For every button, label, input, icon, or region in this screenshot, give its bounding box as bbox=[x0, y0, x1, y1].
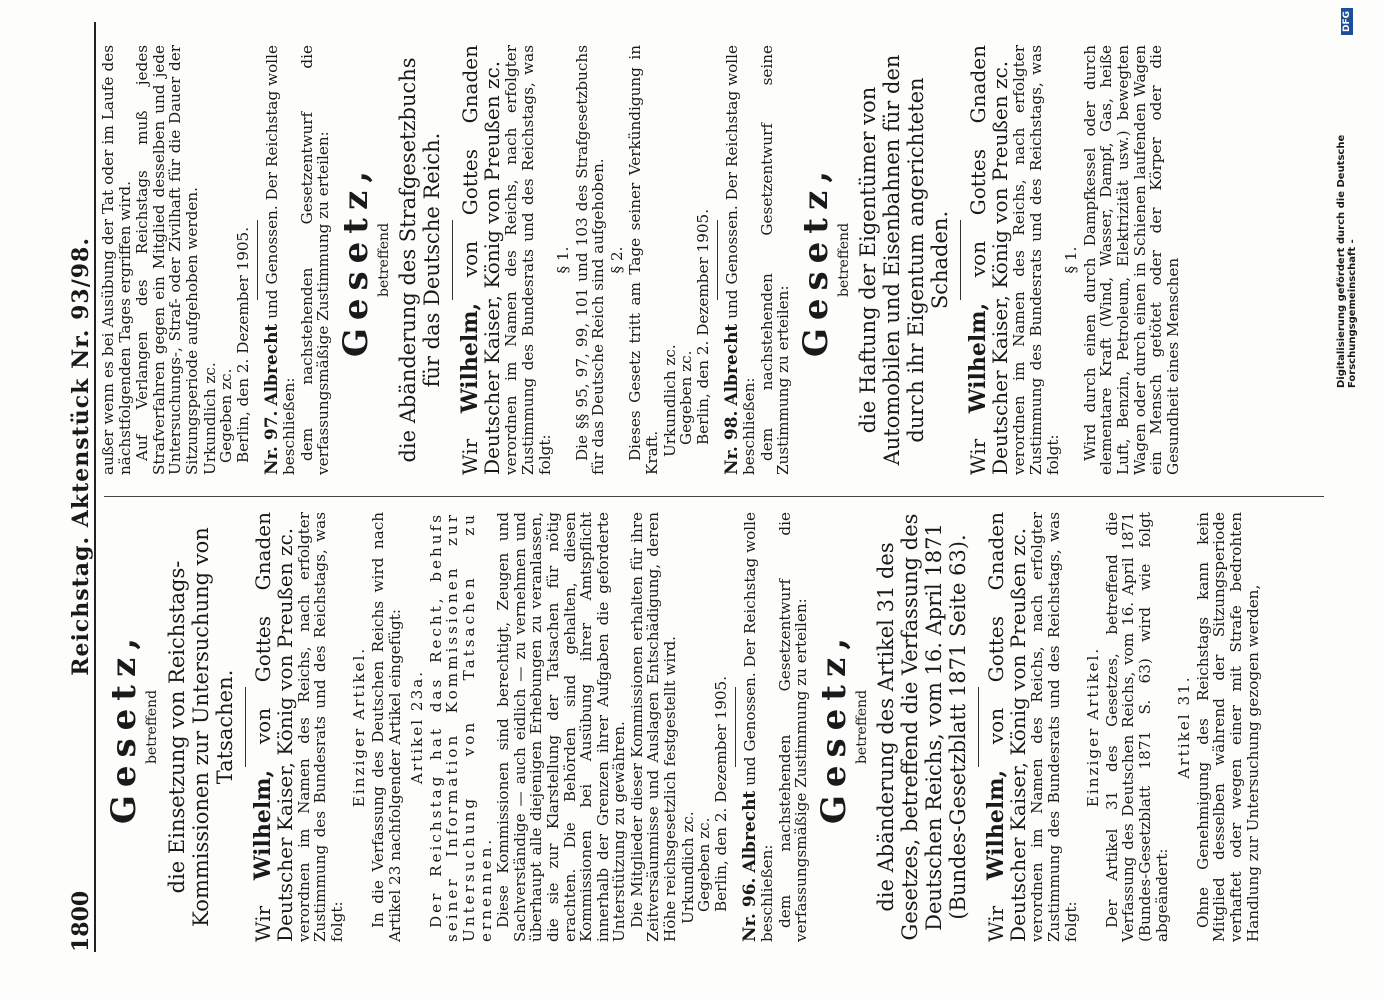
emperor-name: Wilhelm, bbox=[249, 769, 276, 881]
left-column bbox=[100, 512, 1262, 942]
motion-text: und Genossen. Der Reichstag wolle beschließen: bbox=[723, 45, 759, 475]
continued-text-2: Auf Verlangen des Reichstags muß jedes Strafverfahren gegen ein Mitglied desselben und jede Untersuchungs-, Straf- oder Zivilhaft für die Dauer der Sitzungsperiode aufgehoben werden. bbox=[133, 45, 201, 475]
date-line: Berlin, den 2. Dezember 1905. bbox=[693, 208, 712, 445]
wir-rest: von Gottes Gnaden Deutscher Kaiser, König von Preußen zc. bbox=[984, 512, 1031, 942]
motion-text-2: dem nachstehenden Gesetzentwurf seine Zustimmung zu erteilen: bbox=[757, 45, 793, 475]
separator-rule bbox=[245, 687, 246, 767]
urkundlich: Urkundlich zc. bbox=[660, 344, 679, 457]
section-1-heading: § 1. bbox=[554, 246, 573, 274]
verordnen-text: verordnen im Namen des Reichs, nach erfolgter Zustimmung des Bundesrats und des Reichstags, was folgt: bbox=[1010, 45, 1062, 475]
gegeben: Gegeben zc. bbox=[677, 350, 696, 445]
running-title: Reichstag. Aktenstück Nr. 93/98. bbox=[68, 237, 94, 676]
date-line: Berlin, den 2. Dezember 1905. bbox=[711, 675, 730, 912]
section-1-text: Die §§ 95, 97, 99, 101 und 103 des Strafgesetzbuchs für das Deutsche Reich sind aufgehoben. bbox=[572, 45, 608, 475]
law-heading: Gesetz, bbox=[813, 629, 854, 825]
separator-rule bbox=[257, 220, 258, 300]
emperor-name: Wilhelm, bbox=[983, 769, 1010, 881]
article-31-text: Ohne Genehmigung des Reichstags kann kein Mitglied desselben während der Sitzungsperiode verhaftet oder wegen einer mit Strafe bedrohten Handlung zur Untersuchung gezogen werden, bbox=[1193, 512, 1262, 942]
date-line: Berlin, den 2. Dezember 1905. bbox=[233, 226, 252, 463]
betreffend-label: betreffend bbox=[375, 222, 392, 298]
wir-rest: von Gottes Gnaden Deutscher Kaiser, König von Preußen zc. bbox=[250, 512, 297, 942]
column-divider bbox=[104, 496, 1324, 497]
law-title: die Einsetzung von Reichstags-Kommissionen zur Untersuchung von Tatsachen. bbox=[164, 527, 237, 927]
enacting-formula bbox=[967, 45, 1011, 475]
wir-text: Wir bbox=[458, 413, 483, 475]
motion-text-2: dem nachstehenden Gesetzentwurf die verfassungsmäßige Zustimmung zu erteilen: bbox=[775, 512, 811, 942]
separator-rule bbox=[978, 687, 979, 767]
gegeben: Gegeben zc. bbox=[217, 368, 236, 463]
verordnen-text: verordnen im Namen des Reichs, nach erfolgter Zustimmung des Bundesrats und des Reichstags, was folgt: bbox=[1028, 512, 1080, 942]
law-title: die Abänderung des Artikel 31 des Gesetzes, betreffend die Verfassung des Deutschen Reichs, vom 16. April 1871 (Bundes-Gesetzblatt 1871 Seite 63). bbox=[874, 513, 971, 941]
article-text: Der Artikel 31 des Gesetzes, betreffend die Verfassung des Deutschen Reichs, vom 16. April 1871 (Bundes-Gesetzblatt 1871 S. 63) wird wie folgt abgeändert: bbox=[1102, 512, 1171, 942]
emperor-name: Wilhelm, bbox=[457, 302, 484, 414]
separator-rule bbox=[452, 220, 453, 300]
motion-97 bbox=[264, 45, 297, 475]
motion-author: Albrecht bbox=[740, 790, 761, 873]
dfg-logo: DFG bbox=[1341, 8, 1353, 35]
section-2-text: Dieses Gesetz tritt am Tage seiner Verkündigung in Kraft. bbox=[626, 45, 662, 475]
credit-text: Digitalisierung gefördert durch die Deutsche Forschungsgemeinschaft - bbox=[1336, 134, 1358, 388]
article-31-heading: Artikel 31. bbox=[1175, 675, 1194, 779]
urkundlich: Urkundlich zc. bbox=[200, 362, 219, 475]
continued-text-1: außer wenn es bei Ausübung der Tat oder im Laufe des nächstfolgenden Tages ergriffen wird. bbox=[99, 45, 134, 475]
motion-96 bbox=[742, 512, 775, 942]
article-heading: Einziger Artikel. bbox=[350, 646, 369, 808]
betreffend-label: betreffend bbox=[835, 222, 852, 298]
page-header bbox=[60, 22, 96, 952]
section-2-heading: § 2. bbox=[607, 246, 626, 274]
law-title: die Haftung der Eigentümer von Automobilen und Eisenbahnen für den durch ihr Eigentum angerichteten Schaden. bbox=[856, 54, 953, 466]
article-23a-heading: Artikel 23a. bbox=[408, 669, 427, 785]
motion-text: und Genossen. Der Reichstag wolle beschließen: bbox=[741, 512, 777, 942]
enacting-formula bbox=[985, 512, 1029, 942]
article-23a-paragraph-1: Der Reichstag hat das Recht, behufs seiner Information Kommissionen zur Untersuchung von Tatsachen zu ernennen. bbox=[426, 512, 495, 942]
motion-author: Albrecht bbox=[722, 323, 743, 406]
enacting-formula bbox=[459, 45, 503, 475]
motion-number: Nr. 97. bbox=[262, 410, 283, 475]
motion-number: Nr. 96. bbox=[740, 877, 761, 942]
article-heading: Einziger Artikel. bbox=[1084, 646, 1103, 808]
betreffend-label: betreffend bbox=[144, 689, 160, 765]
separator-rule bbox=[717, 220, 718, 300]
verordnen-text: verordnen im Namen des Reichs, nach erfolgter Zustimmung des Bundesrats und des Reichstags, was folgt: bbox=[502, 45, 554, 475]
article-23a-paragraph-3: Die Mitglieder dieser Kommissionen erhalten für ihre Zeitversäumnisse und Auslagen Entschädigung, deren Höhe reichsgesetzlich festgestellt wird. bbox=[627, 512, 680, 942]
law-heading: Gesetz, bbox=[104, 629, 144, 825]
article-text: In die Verfassung des Deutschen Reichs wird nach Artikel 23 nachfolgender Artikel eingefügt: bbox=[368, 512, 404, 942]
law-heading: Gesetz, bbox=[795, 162, 836, 358]
law-heading: Gesetz, bbox=[335, 162, 376, 358]
wir-rest: von Gottes Gnaden Deutscher Kaiser, König von Preußen zc. bbox=[966, 45, 1013, 475]
urkundlich: Urkundlich zc. bbox=[678, 811, 697, 924]
motion-98 bbox=[724, 45, 757, 475]
page-number: 1800 bbox=[68, 890, 94, 952]
enacting-formula bbox=[249, 512, 297, 942]
digitization-credit bbox=[1336, 8, 1358, 388]
law-title: die Abänderung des Strafgesetzbuchs für das Deutsche Reich. bbox=[396, 57, 445, 463]
motion-text: und Genossen. Der Reichstag wolle beschließen: bbox=[263, 45, 298, 475]
motion-text-2: dem nachstehenden Gesetzentwurf die verfassungsmäßige Zustimmung zu erteilen: bbox=[297, 45, 333, 475]
emperor-name: Wilhelm, bbox=[965, 302, 992, 414]
wir-rest: von Gottes Gnaden Deutscher Kaiser, König von Preußen zc. bbox=[458, 45, 505, 475]
verordnen-text: verordnen im Namen des Reichs, nach erfolgter Zustimmung des Bundesrats und des Reichstags, was folgt: bbox=[294, 512, 346, 942]
betreffend-label: betreffend bbox=[853, 689, 870, 765]
wir-text: Wir bbox=[984, 880, 1009, 942]
wir-text: Wir bbox=[250, 880, 275, 942]
motion-number: Nr. 98. bbox=[722, 410, 743, 475]
wir-text: Wir bbox=[966, 413, 991, 475]
article-23a-paragraph-2: Diese Kommissionen sind berechtigt, Zeugen und Sachverständige — auch eidlich — zu vernehmen und überhaupt alle diejenigen Erhebungen zu veranlassen, die sie zur Klarstellung der Tatsachen für nötig erachten. Die Behörden sind gehalten, diesen Kommissionen bei Ausübung ihrer Amtspflicht innerhalb der Grenzen ihrer Aufgaben die geforderte Unterstützung zu gewähren. bbox=[494, 512, 629, 942]
separator-rule bbox=[735, 687, 736, 767]
motion-author: Albrecht bbox=[262, 323, 283, 406]
gegeben: Gegeben zc. bbox=[695, 817, 714, 912]
separator-rule bbox=[960, 220, 961, 300]
section-1-text: Wird durch einen durch Dampfkessel oder durch elementare Kraft (Wind, Wasser, Dampf, Gas, heiße Luft, Benzin, Petroleum, Elektrizität usw.) bewegten Wagen oder durch einen in Schienen laufenden Wagen ein Mensch getötet oder der Körper oder die Gesundheit eines Menschen bbox=[1080, 45, 1182, 475]
right-column bbox=[100, 45, 1182, 475]
section-1-heading: § 1. bbox=[1062, 246, 1081, 274]
